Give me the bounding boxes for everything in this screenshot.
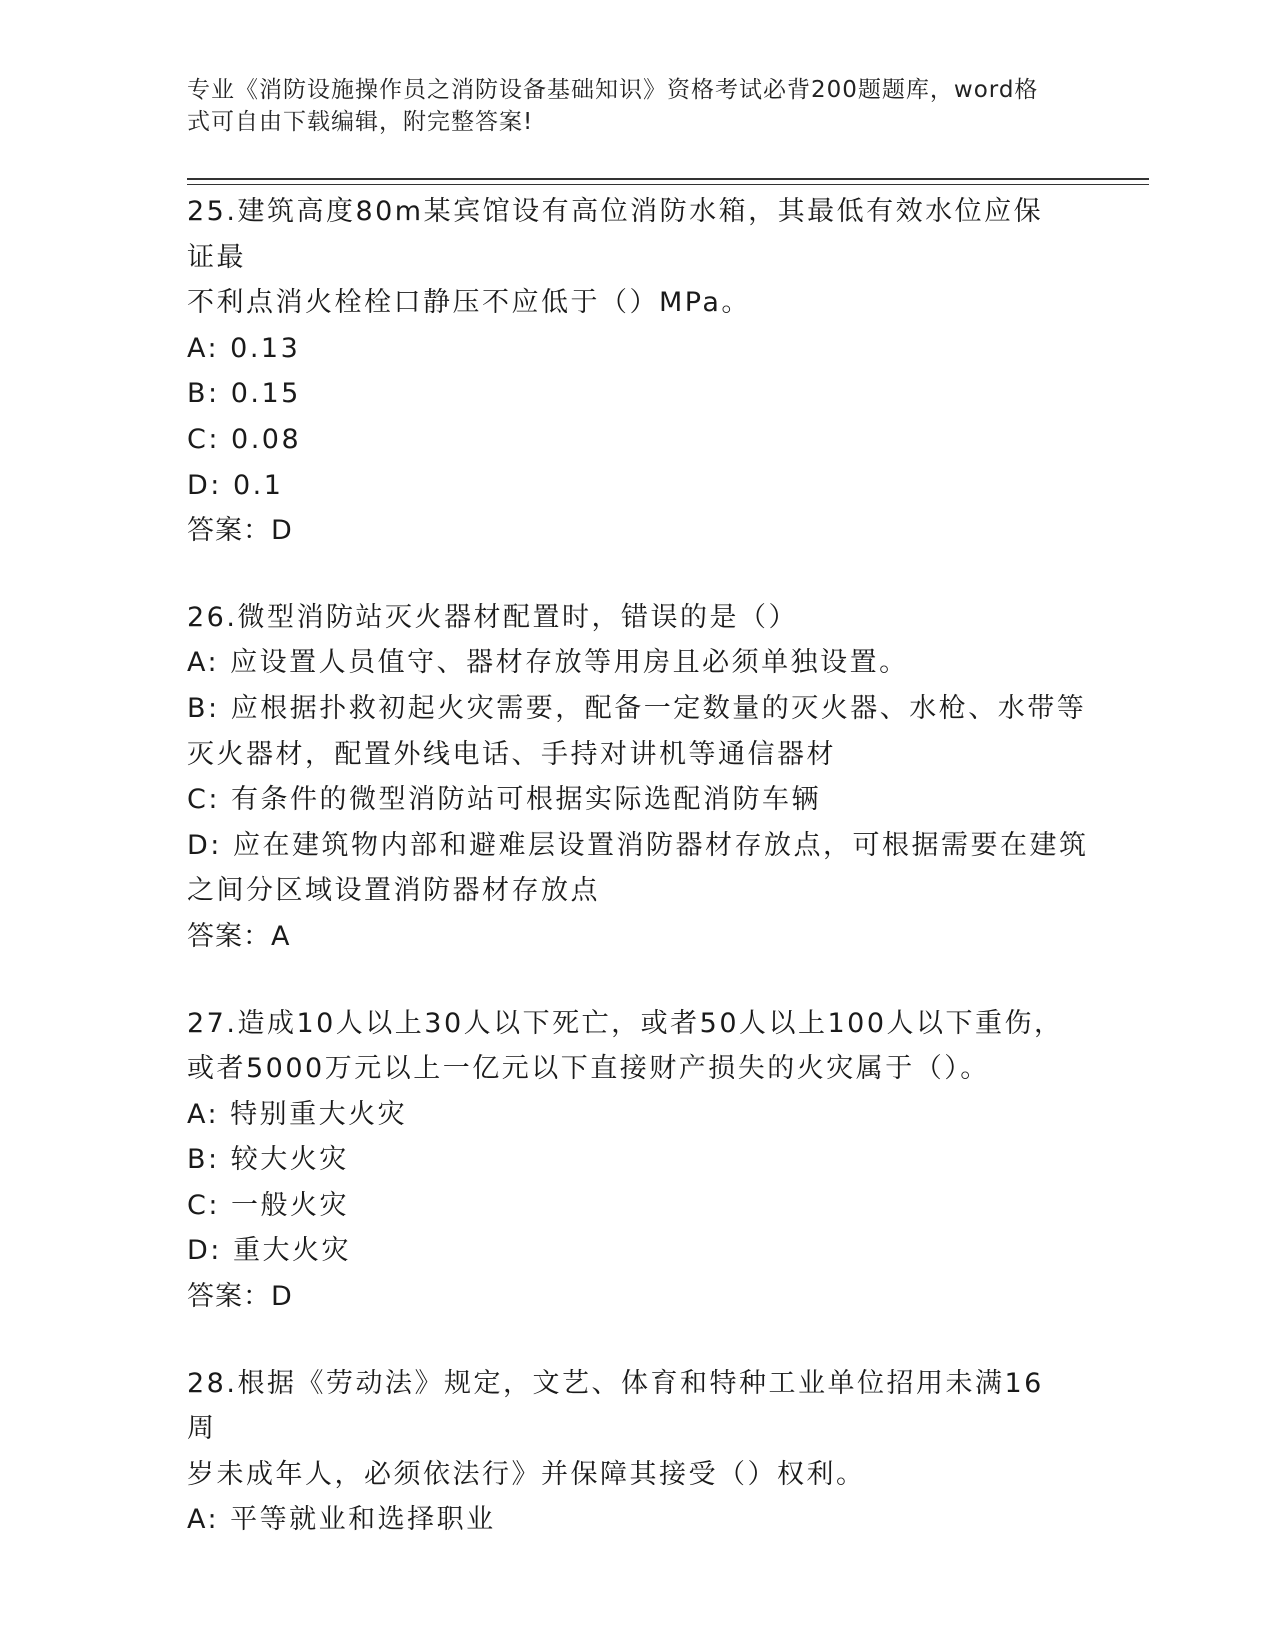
option-d: D: 重大火灾	[187, 1235, 351, 1267]
document-header	[187, 74, 1067, 138]
question-stem: 或者5000万元以上一亿元以下直接财产损失的火灾属于（）。	[187, 1053, 990, 1085]
option-b-continued: 灭火器材，配置外线电话、手持对讲机等通信器材	[187, 738, 836, 770]
header-line-2: 式可自由下载编辑，附完整答案!	[187, 109, 534, 135]
option-b: B: 应根据扑救初起火灾需要，配备一定数量的灭火器、水枪、水带等	[187, 692, 1087, 724]
option-a: A: 应设置人员值守、器材存放等用房且必须单独设置。	[187, 647, 909, 679]
question-stem: 26.微型消防站灭火器材配置时，错误的是（）	[187, 601, 798, 633]
option-a: A: 0.13	[187, 332, 301, 364]
question-stem: 25.建筑高度80m某宾馆设有高位消防水箱，其最低有效水位应保证最	[187, 196, 1044, 273]
question-stem: 岁未成年人，必须依法行》并保障其接受（）权利。	[187, 1458, 866, 1490]
question-list	[187, 189, 1089, 1584]
answer: 答案：A	[187, 920, 291, 952]
header-divider-thick	[187, 178, 1149, 180]
question-stem: 27.造成10人以上30人以下死亡，或者50人以上100人以下重伤，	[187, 1007, 1064, 1039]
option-b: B: 较大火灾	[187, 1144, 349, 1176]
question-27	[187, 1001, 1067, 1320]
option-c: C: 0.08	[187, 423, 302, 455]
question-stem: 28.根据《劳动法》规定，文艺、体育和特种工业单位招用未满16周	[187, 1367, 1044, 1445]
option-d-continued: 之间分区域设置消防器材存放点	[187, 875, 600, 907]
header-line-1: 专业《消防设施操作员之消防设备基础知识》资格考试必背200题题库，word格	[187, 77, 1039, 103]
option-c: C: 一般火灾	[187, 1189, 350, 1221]
header-divider-thin	[187, 184, 1149, 185]
option-b: B: 0.15	[187, 378, 301, 410]
option-a: A: 平等就业和选择职业	[187, 1504, 496, 1536]
option-d: D: 0.1	[187, 469, 284, 501]
question-26	[187, 595, 1089, 960]
answer: 答案：D	[187, 1281, 293, 1313]
option-c: C: 有条件的微型消防站可根据实际选配消防车辆	[187, 784, 822, 816]
question-stem: 不利点消火栓栓口静压不应低于（）MPa。	[187, 287, 751, 319]
answer: 答案：D	[187, 515, 293, 547]
option-a: A: 特别重大火灾	[187, 1098, 408, 1130]
option-d: D: 应在建筑物内部和避难层设置消防器材存放点，可根据需要在建筑	[187, 829, 1089, 861]
question-25	[187, 189, 1067, 554]
question-28	[187, 1361, 1067, 1543]
